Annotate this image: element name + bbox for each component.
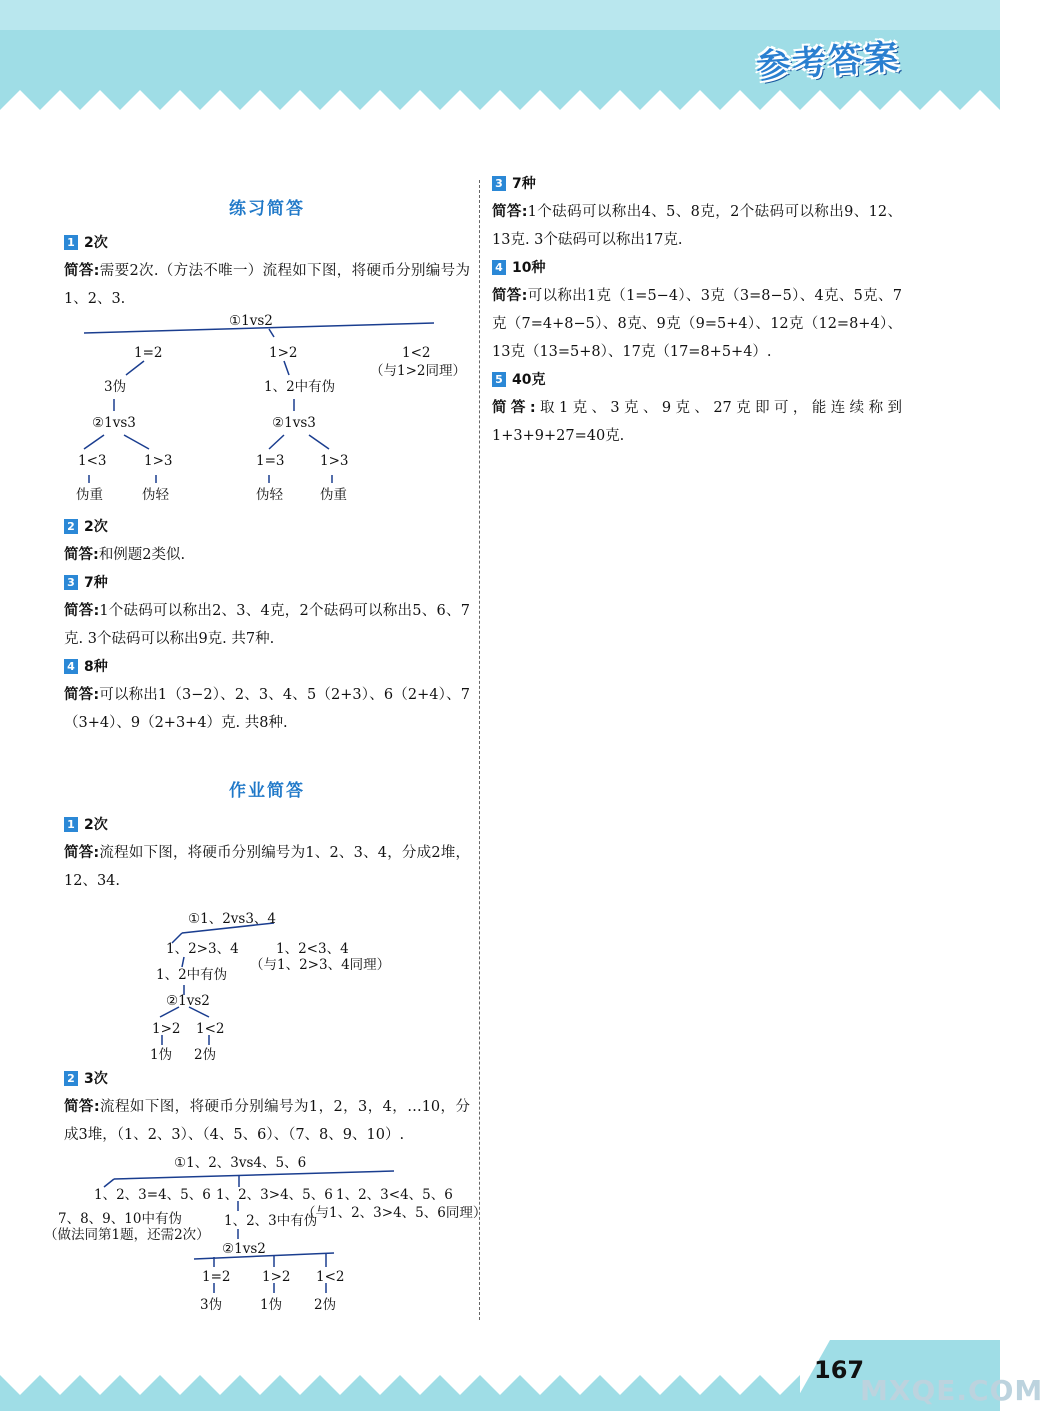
answer-text: 需要2次.（方法不唯一）流程如下图，将硬币分别编号为1、2、3. xyxy=(64,263,470,307)
diagram-node: ①1、2、3vs4、5、6 xyxy=(174,1155,307,1171)
diagram-node: 1伪 xyxy=(150,1047,173,1063)
diagram-node: 1<2 xyxy=(316,1269,345,1285)
diagram-note: （与1、2、3>4、5、6同理） xyxy=(302,1205,487,1221)
answer-label: 简答: xyxy=(492,400,536,416)
answer-label: 简答: xyxy=(64,687,100,703)
answer-text: 1个砝码可以称出4、5、8克，2个砝码可以称出9、12、13克. 3个砝码可以称出17克. xyxy=(492,204,902,248)
question-heading xyxy=(492,366,902,394)
diagram-note: （与1、2>3、4同理） xyxy=(250,957,391,973)
diagram-node: 3伪 xyxy=(200,1297,223,1313)
diagram-note: （与1>2同理） xyxy=(370,363,466,379)
question-heading xyxy=(492,254,902,282)
column-divider xyxy=(479,180,480,1320)
answer-paragraph xyxy=(492,394,902,450)
question-heading xyxy=(64,569,470,597)
diagram-node: ②1vs2 xyxy=(222,1241,266,1257)
answer-label: 简答: xyxy=(492,204,528,220)
diagram-lines xyxy=(64,313,470,513)
answer-text: 流程如下图，将硬币分别编号为1、2、3、4，分成2堆，12、34. xyxy=(64,845,470,889)
flow-diagram xyxy=(44,1149,487,1334)
diagram-node: 1>2 xyxy=(262,1269,291,1285)
diagram-node: 伪轻 xyxy=(142,487,169,503)
diagram-node: 7、8、9、10中有伪 xyxy=(58,1211,182,1227)
header-title: 参考答案 xyxy=(755,37,902,87)
answer-text: 可以称出1（3−2）、2、3、4、5（2+3）、6（2+4）、7（3+4）、9（2+3+4）克. 共8种. xyxy=(64,687,470,731)
question-heading xyxy=(64,653,470,681)
diagram-node: 1<2 xyxy=(196,1021,225,1037)
diagram-node: 伪轻 xyxy=(256,487,283,503)
answer-label: 简答: xyxy=(64,547,99,563)
diagram-node: ①1、2vs3、4 xyxy=(188,911,277,927)
answer-label: 简答: xyxy=(64,603,100,619)
answer-text: 取1克、3克、9克、27克即可，能连续称到1+3+9+27=40克. xyxy=(492,400,902,444)
diagram-node: 2伪 xyxy=(194,1047,217,1063)
answer-paragraph xyxy=(492,198,902,254)
diagram-node: 1、2中有伪 xyxy=(156,967,228,983)
diagram-node: 1、2、3=4、5、6 xyxy=(94,1187,211,1203)
answer-paragraph xyxy=(64,257,470,313)
diagram-node: 伪重 xyxy=(320,487,347,503)
answer-paragraph xyxy=(492,282,902,366)
page-number: 167 xyxy=(814,1356,865,1384)
diagram-node: 1>2 xyxy=(269,345,298,361)
answer-label: 简答: xyxy=(64,845,100,861)
answer-paragraph xyxy=(64,681,470,737)
question-heading xyxy=(64,811,470,839)
question-number-badge: 5 xyxy=(492,372,506,387)
question-result: 3次 xyxy=(84,1071,108,1087)
question-number-badge: 1 xyxy=(64,817,78,832)
flow-diagram xyxy=(64,895,470,1065)
question-number-badge: 4 xyxy=(64,659,78,674)
question-number-badge: 1 xyxy=(64,235,78,250)
diagram-node: 1、2、3中有伪 xyxy=(224,1213,318,1229)
diagram-node: 3伪 xyxy=(104,379,127,395)
diagram-node: 1=2 xyxy=(202,1269,231,1285)
diagram-node: 1>2 xyxy=(152,1021,181,1037)
question-result: 2次 xyxy=(84,519,108,535)
question-result: 40克 xyxy=(512,372,546,388)
diagram-node: 1、2中有伪 xyxy=(264,379,336,395)
question-heading xyxy=(492,170,902,198)
question-result: 2次 xyxy=(84,235,108,251)
diagram-node: ②1vs3 xyxy=(272,415,316,431)
right-column xyxy=(492,170,902,450)
diagram-node: ①1vs2 xyxy=(229,313,273,329)
diagram-node: 1=3 xyxy=(256,453,285,469)
diagram-node: 1=2 xyxy=(134,345,163,361)
answer-text: 1个砝码可以称出2、3、4克，2个砝码可以称出5、6、7克. 3个砝码可以称出9克. 共7种. xyxy=(64,603,470,647)
question-number-badge: 2 xyxy=(64,519,78,534)
question-number-badge: 2 xyxy=(64,1071,78,1086)
answer-paragraph xyxy=(64,597,470,653)
diagram-node: 1<3 xyxy=(78,453,107,469)
section-title-practice: 练习简答 xyxy=(229,199,305,219)
diagram-node: 1、2、3>4、5、6 xyxy=(216,1187,333,1203)
answer-paragraph xyxy=(64,1093,470,1149)
question-heading xyxy=(64,513,470,541)
question-result: 7种 xyxy=(84,575,108,591)
question-number-badge: 4 xyxy=(492,260,506,275)
diagram-node: 2伪 xyxy=(314,1297,337,1313)
watermark: MXQE.COM xyxy=(860,1374,1043,1407)
left-column xyxy=(44,195,487,1334)
diagram-node: 1、2<3、4 xyxy=(276,941,349,957)
diagram-node: 1、2、3<4、5、6 xyxy=(336,1187,453,1203)
diagram-node: 1>3 xyxy=(320,453,349,469)
answer-paragraph xyxy=(64,541,470,569)
diagram-node: 1、2>3、4 xyxy=(166,941,239,957)
diagram-note: （做法同第1题，还需2次） xyxy=(44,1227,210,1243)
question-result: 10种 xyxy=(512,260,546,276)
question-number-badge: 3 xyxy=(492,176,506,191)
answer-paragraph xyxy=(64,839,470,895)
section-title-homework: 作业简答 xyxy=(229,781,305,801)
diagram-node: 伪重 xyxy=(76,487,103,503)
diagram-node: ②1vs3 xyxy=(92,415,136,431)
answer-label: 简答: xyxy=(492,288,528,304)
flow-diagram xyxy=(64,313,470,513)
question-heading xyxy=(64,229,470,257)
question-result: 7种 xyxy=(512,176,536,192)
question-result: 2次 xyxy=(84,817,108,833)
page-header xyxy=(0,0,1000,125)
question-result: 8种 xyxy=(84,659,108,675)
diagram-node: 1<2 xyxy=(402,345,431,361)
answer-label: 简答: xyxy=(64,1099,100,1115)
answer-label: 简答: xyxy=(64,263,100,279)
answer-text: 可以称出1克（1=5−4）、3克（3=8−5）、4克、5克、7克（7=4+8−5）、8克、9克（9=5+4）、12克（12=8+4）、13克（13=5+8）、17克（17=8+5+4）. xyxy=(492,288,902,360)
answer-text: 和例题2类似. xyxy=(98,547,186,563)
question-number-badge: 3 xyxy=(64,575,78,590)
diagram-node: ②1vs2 xyxy=(166,993,210,1009)
diagram-node: 1>3 xyxy=(144,453,173,469)
answer-text: 流程如下图，将硬币分别编号为1，2，3，4，…10，分成3堆，（1、2、3）、（4、5、6）、（7、8、9、10）. xyxy=(64,1099,470,1143)
question-heading xyxy=(64,1065,470,1093)
diagram-node: 1伪 xyxy=(260,1297,283,1313)
